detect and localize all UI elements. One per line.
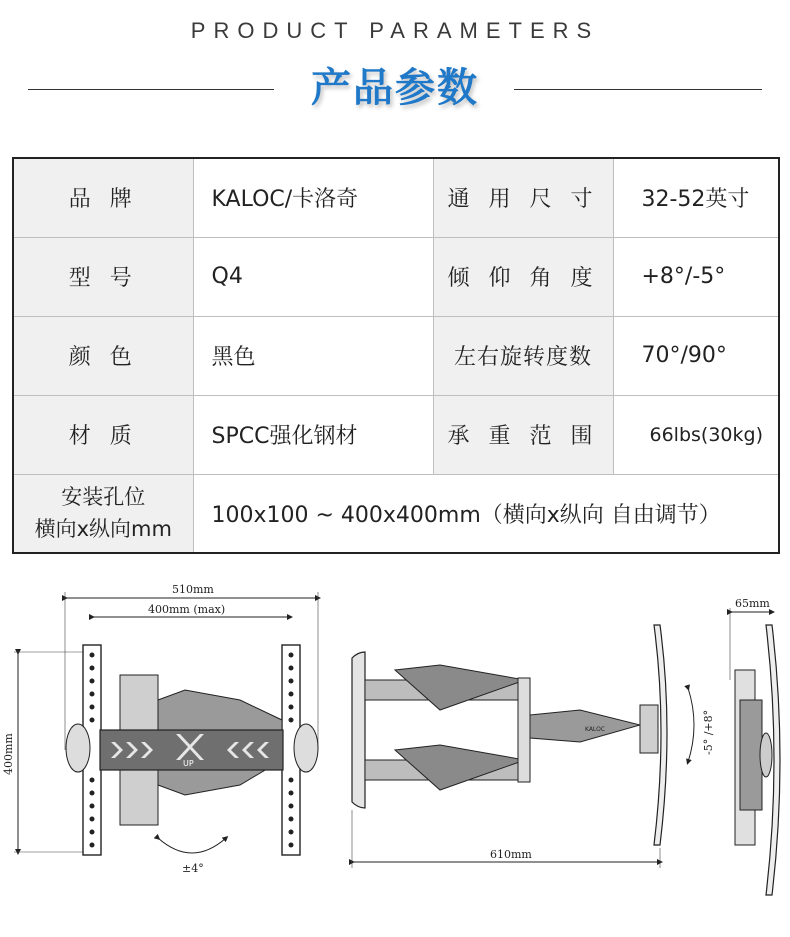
front-view-drawing (2, 583, 318, 875)
header-title-cn: 产品参数 (311, 65, 479, 111)
label-vesa-line1: 安装孔位 (61, 485, 146, 510)
dim-400max-label: 400mm (max) (148, 603, 226, 616)
header-rule-right (514, 89, 762, 90)
header-title-en: PRODUCT PARAMETERS (190, 18, 600, 43)
value-brand: KALOC/卡洛奇 (193, 158, 433, 237)
parameters-table (12, 157, 780, 554)
dim-610-label: 610mm (490, 848, 532, 861)
label-swivel: 左右旋转度数 (433, 316, 613, 395)
label-brand: 品 牌 (13, 158, 193, 237)
table-row (13, 474, 779, 553)
value-size: 32-52英寸 (613, 158, 779, 237)
label-model: 型 号 (13, 237, 193, 316)
dim-510-label: 510mm (172, 583, 214, 596)
label-color: 颜 色 (13, 316, 193, 395)
table-row (13, 316, 779, 395)
value-vesa: 100x100 ~ 400x400mm（横向x纵向 自由调节） (193, 474, 779, 553)
table-row (13, 158, 779, 237)
value-swivel: 70°/90° (613, 316, 779, 395)
dim-400-label: 400mm (2, 733, 15, 775)
value-load: 66lbs(30kg) (613, 395, 779, 474)
value-material: SPCC强化钢材 (193, 395, 433, 474)
value-color: 黑色 (193, 316, 433, 395)
header-rule-left (28, 89, 274, 90)
label-size: 通 用 尺 寸 (433, 158, 613, 237)
label-vesa (13, 474, 193, 553)
up-label: UP (183, 759, 194, 768)
swivel-label: ±4° (182, 862, 204, 875)
label-load: 承 重 范 围 (433, 395, 613, 474)
label-material: 材 质 (13, 395, 193, 474)
label-vesa-line2: 横向x纵向mm (34, 517, 172, 542)
table-row (13, 395, 779, 474)
dimension-diagram (0, 570, 790, 937)
value-model: Q4 (193, 237, 433, 316)
value-tilt: +8°/-5° (613, 237, 779, 316)
table-row (13, 237, 779, 316)
brand-label: KALOC (585, 726, 605, 733)
dim-65-label: 65mm (735, 597, 770, 610)
profile-view-drawing (730, 597, 780, 895)
side-view-drawing (352, 625, 715, 868)
tilt-label: -5° /+8° (702, 709, 715, 755)
label-tilt: 倾 仰 角 度 (433, 237, 613, 316)
